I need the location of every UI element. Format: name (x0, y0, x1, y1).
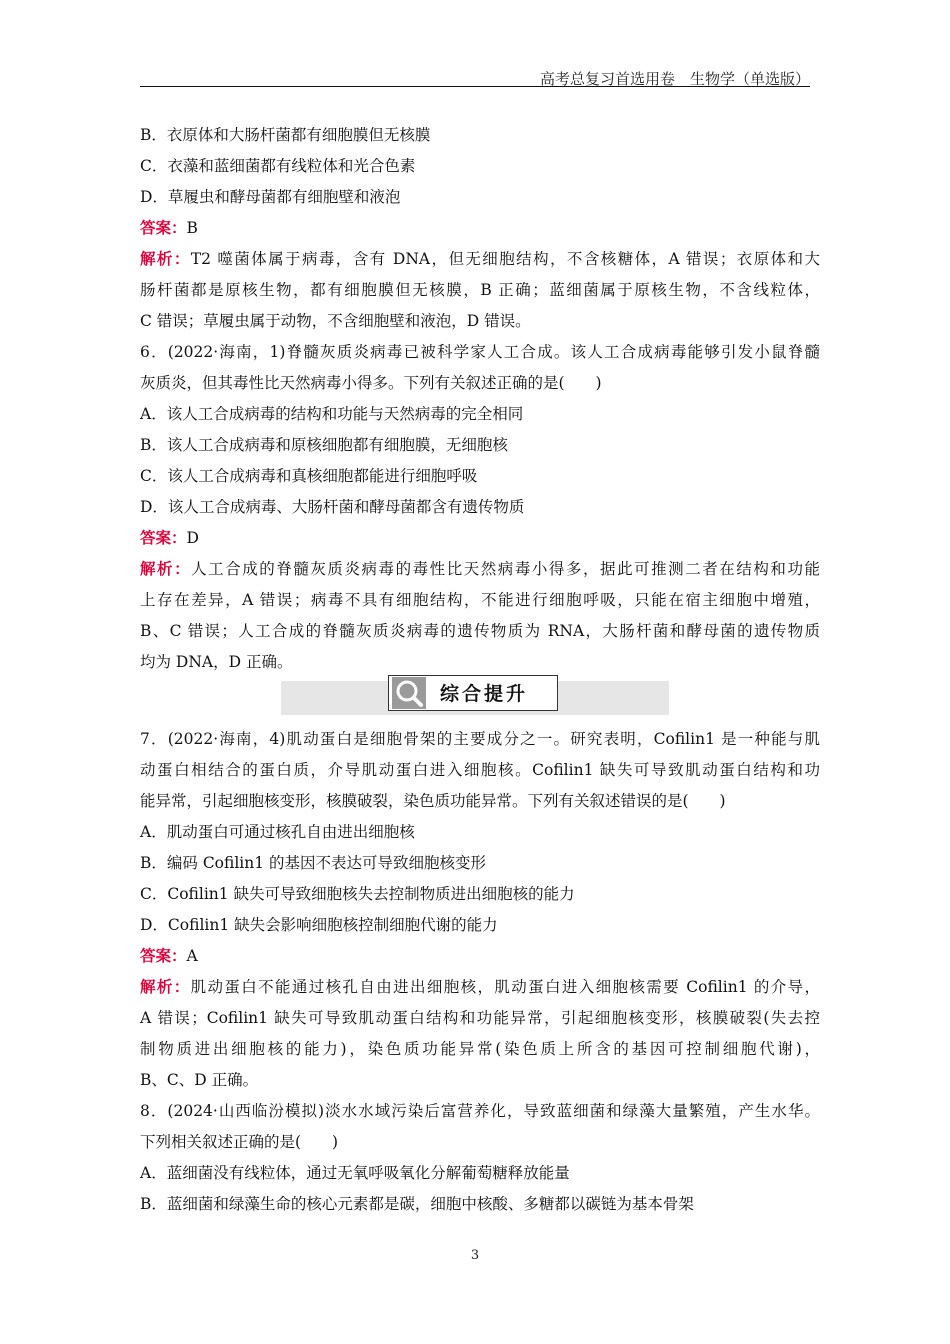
option-line: B．衣原体和大肠杆菌都有细胞膜但无核膜 (140, 126, 431, 144)
explanation-label: 解析： (140, 249, 191, 268)
option-line: D．草履虫和酵母菌都有细胞壁和液泡 (140, 188, 401, 206)
explanation-line: 肠杆菌都是原核生物，都有细胞膜但无核膜，B 正确；蓝细菌属于原核生物，不含线粒体， (140, 281, 820, 299)
option-line: C．Cofilin1 缺失可导致细胞核失去控制物质进出细胞核的能力 (140, 885, 575, 903)
question-stem: 灰质炎，但其毒性比天然病毒小得多。下列有关叙述正确的是( ) (140, 374, 602, 392)
option-line: C．衣藻和蓝细菌都有线粒体和光合色素 (140, 157, 416, 175)
explanation-label: 解析： (140, 977, 191, 996)
explanation-label: 解析： (140, 559, 192, 578)
answer-label: 答案： (140, 528, 187, 547)
option-line: B．该人工合成病毒和原核细胞都有细胞膜，无细胞核 (140, 436, 508, 454)
option-line: B．蓝细菌和绿藻生命的核心元素都是碳，细胞中核酸、多糖都以碳链为基本骨架 (140, 1195, 694, 1213)
answer-line: 答案：A (140, 946, 198, 965)
option-line: A．该人工合成病毒的结构和功能与天然病毒的完全相同 (140, 405, 524, 423)
explanation-line: 解析：肌动蛋白不能通过核孔自由进出细胞核，肌动蛋白进入细胞核需要 Cofilin1 的介导， (140, 977, 820, 996)
explanation-line: 解析：人工合成的脊髓灰质炎病毒的毒性比天然病毒小得多，据此可推测二者在结构和功能 (140, 559, 820, 578)
running-header: 高考总复习首选用卷 生物学（单选版） (539, 70, 810, 88)
explanation-line: B、C 错误；人工合成的脊髓灰质炎病毒的遗传物质为 RNA，大肠杆菌和酵母菌的遗传物质 (140, 622, 820, 640)
question-stem: 能异常，引起细胞核变形，核膜破裂，染色质功能异常。下列有关叙述错误的是( ) (140, 792, 726, 810)
explanation-line: 制物质进出细胞核的能力)，染色质功能异常(染色质上所含的基因可控制细胞代谢)， (140, 1040, 820, 1058)
answer-label: 答案： (140, 946, 187, 965)
option-line: D．Cofilin1 缺失会影响细胞核控制细胞代谢的能力 (140, 916, 498, 934)
option-line: D．该人工合成病毒、大肠杆菌和酵母菌都含有遗传物质 (140, 498, 525, 516)
option-line: A．肌动蛋白可通过核孔自由进出细胞核 (140, 823, 415, 841)
question-stem: 8．(2024·山西临汾模拟)淡水水域污染后富营养化，导致蓝细菌和绿藻大量繁殖，产生水华。 (140, 1102, 820, 1120)
option-line: B．编码 Cofilin1 的基因不表达可导致细胞核变形 (140, 854, 487, 872)
explanation-line: 均为 DNA，D 正确。 (140, 653, 293, 671)
question-stem: 下列相关叙述正确的是( ) (140, 1133, 339, 1151)
question-stem: 7．(2022·海南，4)肌动蛋白是细胞骨架的主要成分之一。研究表明，Cofilin1 是一种能与肌 (140, 730, 820, 748)
page-number: 3 (470, 1248, 480, 1263)
explanation-line: C 错误；草履虫属于动物，不含细胞壁和液泡，D 错误。 (140, 312, 531, 330)
header-divider (140, 86, 810, 87)
answer-line: 答案：B (140, 218, 198, 237)
answer-line: 答案：D (140, 528, 199, 547)
magnifier-icon (392, 677, 426, 709)
explanation-line: B、C、D 正确。 (140, 1071, 259, 1089)
question-stem: 6．(2022·海南，1)脊髓灰质炎病毒已被科学家人工合成。该人工合成病毒能够引发小鼠脊髓 (140, 343, 820, 361)
answer-label: 答案： (140, 218, 187, 237)
explanation-line: 解析：T2 噬菌体属于病毒，含有 DNA，但无细胞结构，不含核糖体，A 错误；衣原体和大 (140, 249, 820, 268)
explanation-line: 上存在差异，A 错误；病毒不具有细胞结构，不能进行细胞呼吸，只能在宿主细胞中增殖， (140, 591, 820, 609)
explanation-line: A 错误；Cofilin1 缺失可导致肌动蛋白结构和功能异常，引起细胞核变形，核膜破裂(失去控 (140, 1009, 820, 1027)
option-line: C．该人工合成病毒和真核细胞都能进行细胞呼吸 (140, 467, 478, 485)
section-title: 综合提升 (440, 683, 529, 705)
question-stem: 动蛋白相结合的蛋白质，介导肌动蛋白进入细胞核。Cofilin1 缺失可导致肌动蛋白结构和功 (140, 761, 820, 779)
option-line: A．蓝细菌没有线粒体，通过无氧呼吸氧化分解葡萄糖释放能量 (140, 1164, 570, 1182)
